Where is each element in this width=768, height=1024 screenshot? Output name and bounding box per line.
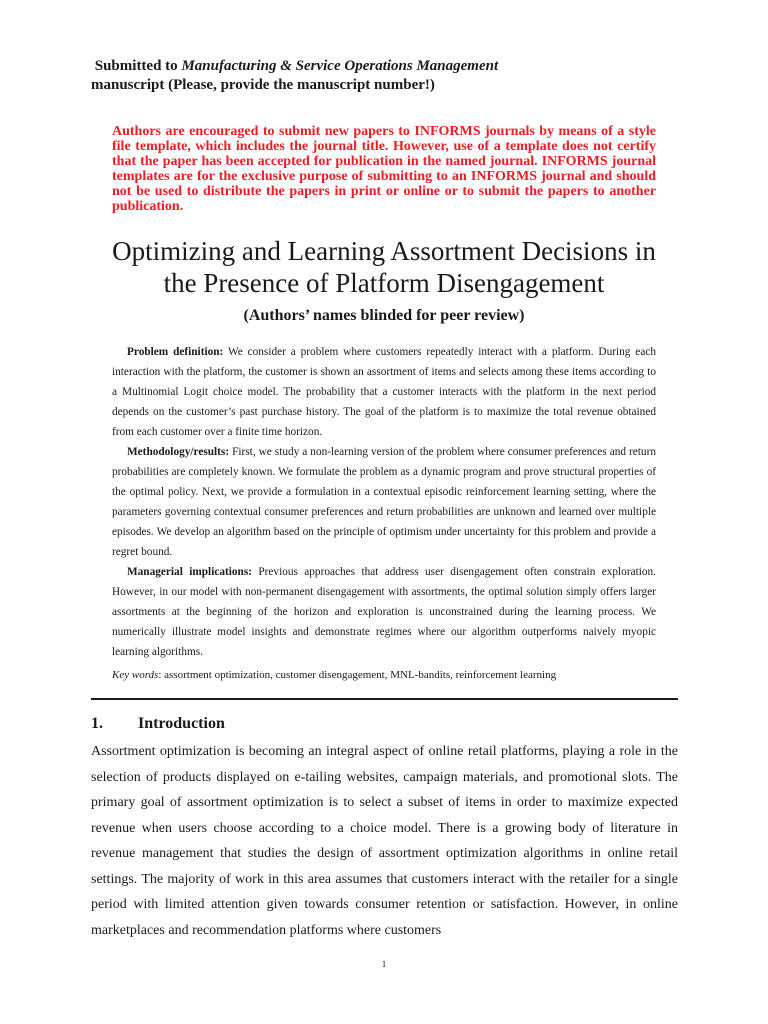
paper-title	[84, 235, 684, 299]
abstract-managerial	[112, 562, 656, 662]
abstract-managerial-text: Previous approaches that address user disengagement often constrain exploration. However, in our model with non-permanent disengagement with assortments, the optimal solution simply offers larger assortments at the beginning of the horizon and exploration is unconstrained during the learning process. We numerically illustrate model insights and demonstrate regimes where our algorithm outperforms naively myopic learning algorithms.	[112, 566, 656, 658]
title-line-1: Optimizing and Learning Assortment Decisions in	[112, 236, 656, 266]
section-title: Introduction	[138, 715, 225, 732]
authors-line: (Authors’ names blinded for peer review)	[243, 307, 525, 324]
abstract-managerial-label: Managerial implications:	[127, 566, 252, 578]
section-number: 1.	[91, 715, 103, 732]
introduction-body	[91, 739, 678, 943]
abstract-problem-text: We consider a problem where customers repeatedly interact with a platform. During each interaction with the platform, the customer is shown an assortment of items and selects among these items according to a Multinomial Logit choice model. The probability that a customer interacts with the platform in the next period depends on the customer’s past purchase history. The goal of the platform is to maximize the total revenue obtained from each customer over a finite time horizon.	[112, 346, 656, 438]
abstract-problem	[112, 342, 656, 442]
submitted-prefix: Submitted to	[94, 58, 182, 74]
abstract-methodology	[112, 442, 656, 562]
submission-header	[91, 57, 691, 95]
section-heading	[91, 713, 225, 735]
manuscript-line: manuscript (Please, provide the manuscript number!)	[91, 77, 435, 93]
abstract-problem-label: Problem definition:	[127, 346, 224, 358]
abstract-methodology-text: First, we study a non-learning version of the problem where consumer preferences and return probabilities are completely known. We formulate the problem as a dynamic program and prove structural properties of the optimal policy. Next, we provide a formulation in a contextual episodic reinforcement learning setting, where the parameters governing contextual consumer preferences and return probabilities are unknown and learned over multiple episodes. We develop an algorithm based on the principle of optimism under uncertainty for this problem and provide a regret bound.	[112, 446, 656, 558]
abstract	[112, 342, 656, 685]
page-number: 1	[381, 959, 387, 969]
title-line-2: the Presence of Platform Disengagement	[163, 268, 605, 298]
keywords-line	[112, 665, 656, 685]
journal-name: Manufacturing & Service Operations Management	[181, 58, 499, 74]
keywords-label: Key words	[112, 669, 159, 681]
template-notice: Authors are encouraged to submit new papers to INFORMS journals by means of a style file template, which includes the journal title. However, use of a template does not certify that the paper has been accepted for publication in the named journal. INFORMS journal templates are for the exclusive purpose of submitting to an INFORMS journal and should not be used to distribute the papers in print or online or to submit the papers to another publication.	[112, 124, 656, 214]
submission-line	[91, 57, 691, 76]
abstract-methodology-label: Methodology/results:	[127, 446, 230, 458]
abstract-divider	[91, 698, 678, 700]
keywords-text: assortment optimization, customer disengagement, MNL-bandits, reinforcement learning	[164, 669, 557, 681]
introduction-paragraph: Assortment optimization is becoming an integral aspect of online retail platforms, playing a role in the selection of products displayed on e-tailing websites, campaign materials, and promotional slots. The primary goal of assortment optimization is to select a subset of items in order to maximize expected revenue when users choose according to a choice model. There is a growing body of literature in revenue management that studies the design of assortment optimization algorithms in online retail settings. The majority of work in this area assumes that customers interact with the retailer for a single period with limited attention given towards consumer retention or satisfaction. However, in online marketplaces and recommendation platforms where customers	[91, 744, 678, 938]
keywords-separator: :	[158, 669, 165, 681]
